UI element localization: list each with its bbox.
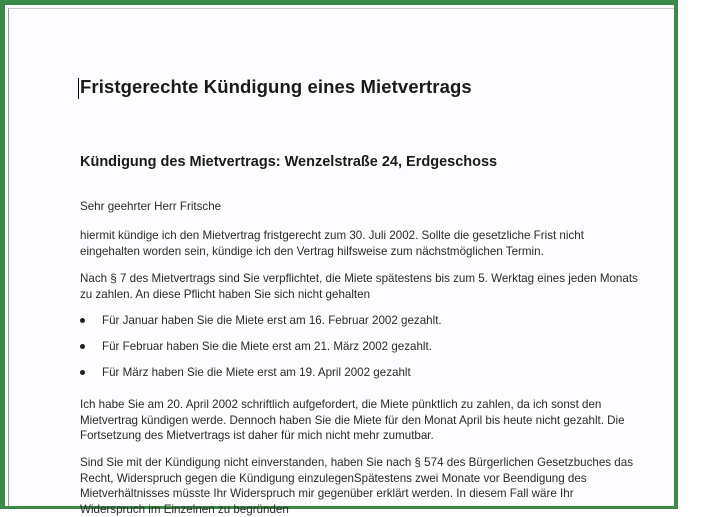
paragraph-termination bbox=[80, 228, 584, 259]
bullet-icon bbox=[80, 344, 85, 349]
salutation: Sehr geehrter Herr Fritsche bbox=[80, 199, 221, 215]
paragraph-line: Widerspruch im Einzelnen zu begründen bbox=[80, 502, 633, 517]
late-payment-list bbox=[80, 313, 442, 391]
paragraph-line: Mietvertrag kündigen werde. Dennoch haben Sie die Miete für den Monat April bis heute nicht gezahlt. Die bbox=[80, 413, 625, 429]
paragraph-line: Sind Sie mit der Kündigung nicht einverstanden, haben Sie nach § 574 des Bürgerlichen Gesetzbuches das bbox=[80, 455, 633, 471]
paragraph-line: Nach § 7 des Mietvertrags sind Sie verpflichtet, die Miete spätestens bis zum 5. Werktag eines jeden Monats bbox=[80, 271, 638, 287]
list-item bbox=[80, 339, 442, 365]
list-item-text: Für Januar haben Sie die Miete erst am 16. Februar 2002 gezahlt. bbox=[102, 314, 442, 327]
paragraph-reminder bbox=[80, 397, 625, 444]
bullet-icon bbox=[80, 370, 85, 375]
paragraph-line: Ich habe Sie am 20. April 2002 schriftlich aufgefordert, die Miete pünktlich zu zahlen, da ich sonst den bbox=[80, 397, 625, 413]
paragraph-line: hiermit kündige ich den Mietvertrag fristgerecht zum 30. Juli 2002. Sollte die gesetzliche Frist nicht bbox=[80, 228, 584, 244]
paragraph-line: eingehalten worden sein, kündige ich den Vertrag hilfsweise zum nächstmöglichen Termin. bbox=[80, 244, 584, 260]
document-content bbox=[80, 75, 720, 99]
document-page[interactable] bbox=[8, 8, 674, 506]
list-item-text: Für März haben Sie die Miete erst am 19. April 2002 gezahlt bbox=[102, 366, 411, 379]
paragraph-obligation bbox=[80, 271, 638, 302]
list-item-text: Für Februar haben Sie die Miete erst am 21. März 2002 gezahlt. bbox=[102, 340, 432, 353]
subject-line: Kündigung des Mietvertrags: Wenzelstraße 24, Erdgeschoss bbox=[80, 152, 497, 172]
document-title: Fristgerechte Kündigung eines Mietvertrags bbox=[80, 75, 720, 99]
paragraph-line: Fortsetzung des Mietvertrags ist daher für mich nicht mehr zumutbar. bbox=[80, 428, 625, 444]
paragraph-line: Recht, Widerspruch gegen die Kündigung einzulegenSpätestens zwei Monate vor Beendigung des bbox=[80, 471, 633, 487]
list-item bbox=[80, 365, 442, 391]
list-item bbox=[80, 313, 442, 339]
paragraph-line: zu zahlen. An diese Pflicht haben Sie sich nicht gehalten bbox=[80, 287, 638, 303]
paragraph-objection bbox=[80, 455, 633, 517]
text-cursor bbox=[78, 78, 79, 99]
bullet-icon bbox=[80, 318, 85, 323]
paragraph-line: Mietverhältnisses müsste Ihr Widerspruch mir gegenüber erklärt werden. In diesem Fall wäre Ihr bbox=[80, 486, 633, 502]
